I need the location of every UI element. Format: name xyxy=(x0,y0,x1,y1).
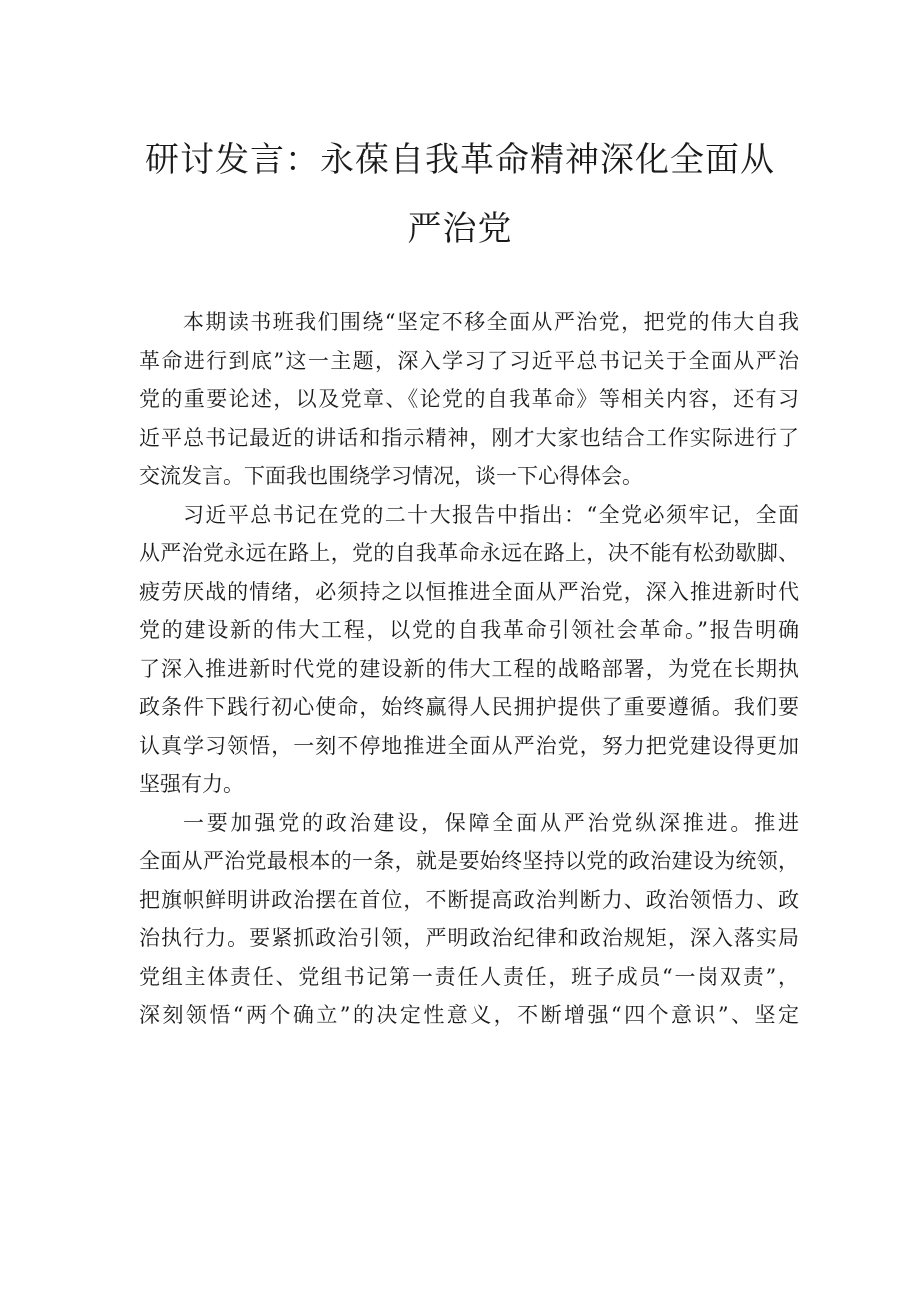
paragraph-3-line-6: 深刻领悟“两个确立”的决定性意义，不断增强“四个意识”、坚定 xyxy=(139,1003,799,1027)
paragraph-3-line-4: 治执行力。要紧抓政治引领，严明政治纪律和政治规矩，深入落实局 xyxy=(139,926,799,950)
paragraph-2-line-2: 从严治党永远在路上，党的自我革命永远在路上，决不能有松劲歇脚、 xyxy=(139,541,799,565)
paragraph-3-line-3: 把旗帜鲜明讲政治摆在首位，不断提高政治判断力、政治领悟力、政 xyxy=(139,887,799,912)
document-title-line-1: 研讨发言：永葆自我革命精神深化全面从 xyxy=(145,140,775,180)
paragraph-2-line-6: 政条件下践行初心使命，始终赢得人民拥护提供了重要遵循。我们要 xyxy=(139,695,799,719)
document-title-line-2: 严治党 xyxy=(407,209,513,249)
paragraph-1-line-4: 近平总书记最近的讲话和指示精神，刚才大家也结合工作实际进行了 xyxy=(139,425,799,450)
paragraph-2-line-8: 坚强有力。 xyxy=(139,772,244,796)
paragraph-2-line-4: 党的建设新的伟大工程，以党的自我革命引领社会革命。”报告明确 xyxy=(139,618,799,642)
paragraph-2-line-7: 认真学习领悟，一刻不停地推进全面从严治党，努力把党建设得更加 xyxy=(139,733,799,758)
paragraph-3-line-1: 一要加强党的政治建设，保障全面从严治党纵深推进。推进 xyxy=(183,810,799,835)
paragraph-2-line-1: 习近平总书记在党的二十大报告中指出：“全党必须牢记，全面 xyxy=(183,502,799,527)
paragraph-1-line-3: 党的重要论述，以及党章、《论党的自我革命》等相关内容，还有习 xyxy=(139,387,799,411)
document-body xyxy=(139,303,799,1035)
paragraph-1-line-2: 革命进行到底”这一主题，深入学习了习近平总书记关于全面从严治 xyxy=(139,348,799,373)
paragraph-2-line-3: 疲劳厌战的情绪，必须持之以恒推进全面从严治党，深入推进新时代 xyxy=(139,579,799,604)
paragraph-2-line-5: 了深入推进新时代党的建设新的伟大工程的战略部署，为党在长期执 xyxy=(139,656,799,681)
paragraph-3-line-2: 全面从严治党最根本的一条，就是要始终坚持以党的政治建设为统领， xyxy=(139,849,799,873)
paragraph-3-line-5: 党组主体责任、党组书记第一责任人责任，班子成员“一岗双责”， xyxy=(139,964,799,989)
paragraph-1-line-1: 本期读书班我们围绕“坚定不移全面从严治党，把党的伟大自我 xyxy=(183,310,799,334)
paragraph-1-line-5: 交流发言。下面我也围绕学习情况，谈一下心得体会。 xyxy=(139,464,643,488)
